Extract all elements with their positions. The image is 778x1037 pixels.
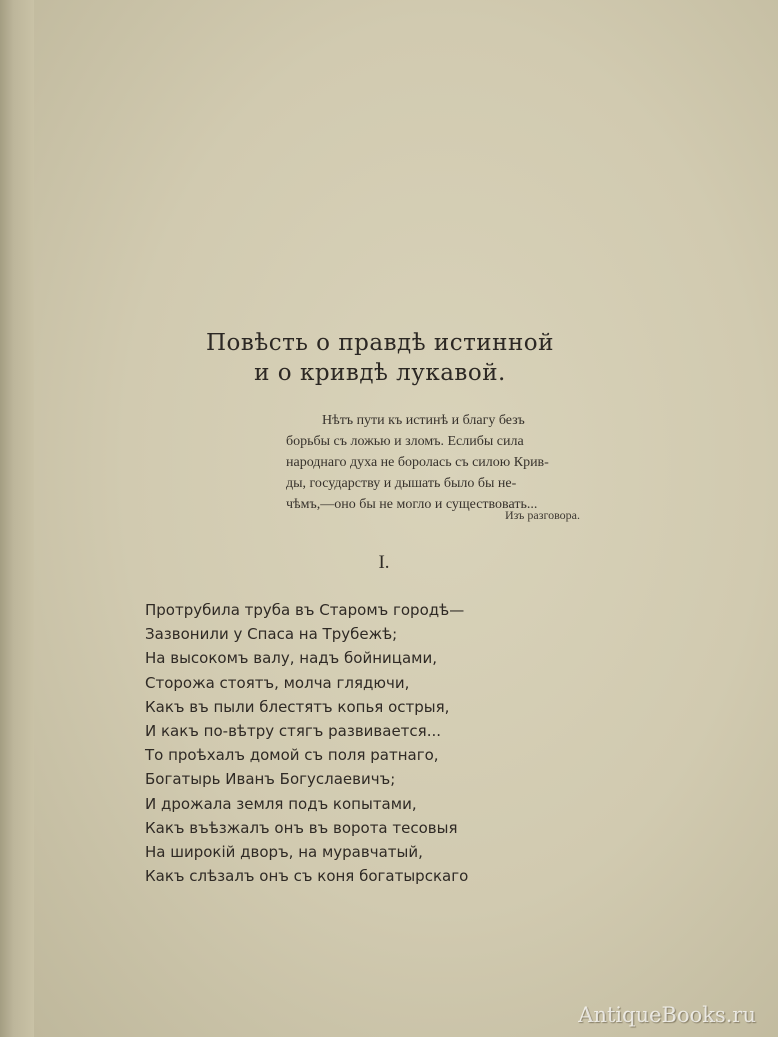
verse-line: Какъ въѣзжалъ онъ въ ворота тесовыя: [145, 818, 458, 837]
verse-line: Какъ слѣзалъ онъ съ коня богатырскаго: [145, 867, 469, 886]
epigraph-line: борьбы съ ложью и зломъ. Еслибы сила: [286, 434, 524, 449]
book-binding-edge: [0, 0, 34, 1037]
epigraph-line: Нѣтъ пути къ истинѣ и благу безъ: [322, 413, 525, 428]
verse-line: Зазвонили у Спаса на Трубежѣ;: [145, 625, 398, 644]
verse-line: Сторожа стоятъ, молча глядючи,: [145, 673, 410, 692]
verse-line: И дрожала земля подъ копытами,: [145, 794, 417, 813]
verse-line: И какъ по-вѣтру стягъ развивается...: [145, 722, 441, 741]
watermark: AntiqueBooks.ru: [578, 1003, 756, 1027]
poem-title-line-1: Повѣсть о правдѣ истинной: [206, 330, 554, 356]
epigraph-line: чѣмъ,—оно бы не могло и существовать...: [286, 497, 538, 512]
verse-block: [145, 598, 565, 888]
verse-line: Какъ въ пыли блестятъ копья острыя,: [145, 697, 450, 716]
poem-title: [140, 328, 620, 388]
epigraph-source: Изъ разговора.: [504, 508, 580, 522]
chapter-number: I.: [378, 552, 390, 573]
epigraph: [286, 410, 590, 515]
epigraph-line: народнаго духа не боролась съ силою Крив-: [286, 455, 549, 470]
poem-title-line-2: и о кривдѣ лукавой.: [254, 360, 506, 386]
verse-line: Богатырь Иванъ Богуслаевичъ;: [145, 770, 396, 789]
verse-line: На широкій дворъ, на муравчатый,: [145, 843, 423, 862]
verse-line: На высокомъ валу, надъ бойницами,: [145, 649, 438, 668]
verse-line: Протрубила труба въ Старомъ городѣ—: [145, 601, 465, 619]
verse-line: То проѣхалъ домой съ поля ратнаго,: [145, 746, 439, 765]
epigraph-line: ды, государству и дышать было бы не-: [286, 476, 517, 491]
